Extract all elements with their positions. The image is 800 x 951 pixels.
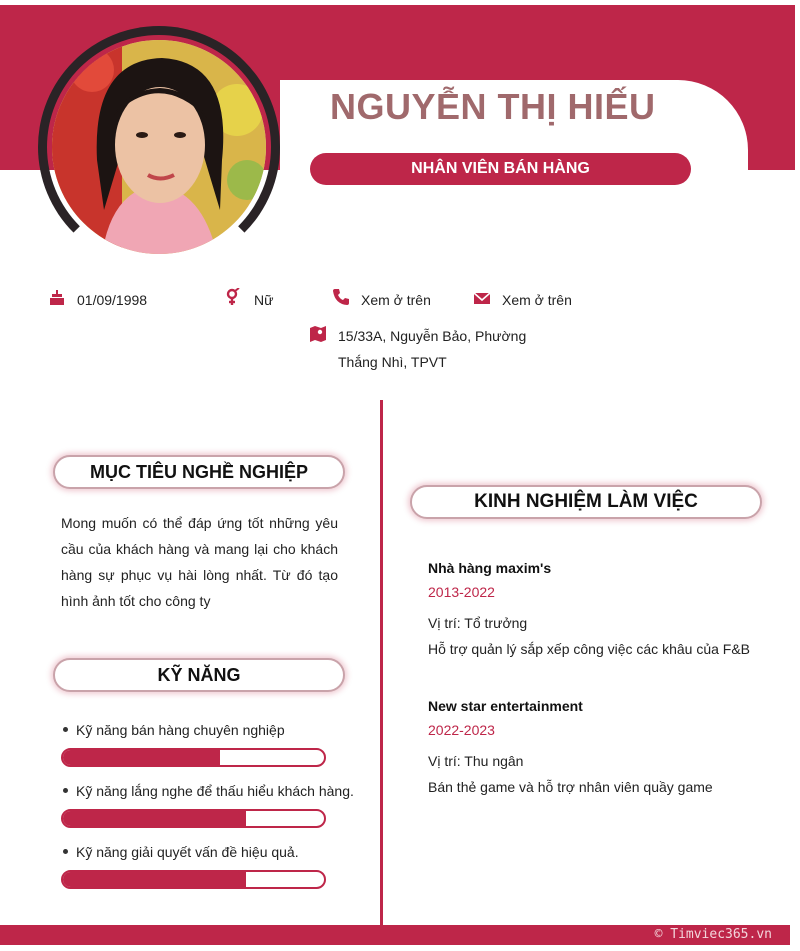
objective-heading: MỤC TIÊU NGHỀ NGHIỆP [53,455,345,489]
watermark-text: © Timviec365.vn [654,927,772,942]
skill-bar [61,748,326,767]
skill-bar-fill [63,872,246,887]
job-description: Bán thẻ game và hỗ trợ nhân viên quầy game [428,779,713,795]
job-description: Hỗ trợ quản lý sắp xếp công việc các khâu của F&B [428,641,751,657]
job-company: Nhà hàng maxim's [428,560,552,576]
skill-bar [61,870,326,889]
skill-item [63,783,354,799]
skill-bar [61,809,326,828]
skill-label: Kỹ năng lắng nghe để thấu hiểu khách hàng. [76,783,354,799]
job-title-badge: NHÂN VIÊN BÁN HÀNG [310,153,691,185]
candidate-name: NGUYỄN THỊ HIẾU [330,86,656,127]
bullet-icon [63,727,68,732]
gender-icon [224,288,242,306]
email-text: Xem ở trên [502,292,572,308]
skill-label: Kỹ năng bán hàng chuyên nghiệp [76,722,285,738]
bullet-icon [63,788,68,793]
avatar-portrait [52,40,266,254]
skills-heading: KỸ NĂNG [53,658,345,692]
column-divider [380,400,383,925]
job-company: New star entertainment [428,698,583,714]
map-pin-icon [309,325,327,343]
skill-item [63,844,299,860]
job-years: 2022-2023 [428,722,495,738]
job-years: 2013-2022 [428,584,495,600]
footer-band [0,925,790,945]
avatar [52,40,266,254]
objective-text: Mong muốn có thể đáp ứng tốt những yêu cầu của khách hàng và mang lại cho khách hàng sự phục vụ hài lòng nhất. Từ đó tạo hình ảnh tốt cho công ty [61,515,338,609]
phone-icon [332,288,350,306]
bullet-icon [63,849,68,854]
birthday-cake-icon [48,289,66,307]
job-position: Vị trí: Thu ngân [428,753,524,769]
birthday-text: 01/09/1998 [77,292,148,308]
email-icon [473,290,491,308]
skill-label: Kỹ năng giải quyết vấn đề hiệu quả. [76,844,299,860]
address-line-1: 15/33A, Nguyễn Bảo, Phường [338,328,527,344]
skill-bar-fill [63,811,246,826]
skill-bar-fill [63,750,220,765]
gender-text: Nữ [254,292,274,308]
job-position: Vị trí: Tổ trưởng [428,615,528,631]
experience-heading: KINH NGHIỆM LÀM VIỆC [410,485,762,519]
address-line-2: Thắng Nhì, TPVT [338,354,447,370]
skill-item [63,722,285,738]
phone-text: Xem ở trên [361,292,431,308]
